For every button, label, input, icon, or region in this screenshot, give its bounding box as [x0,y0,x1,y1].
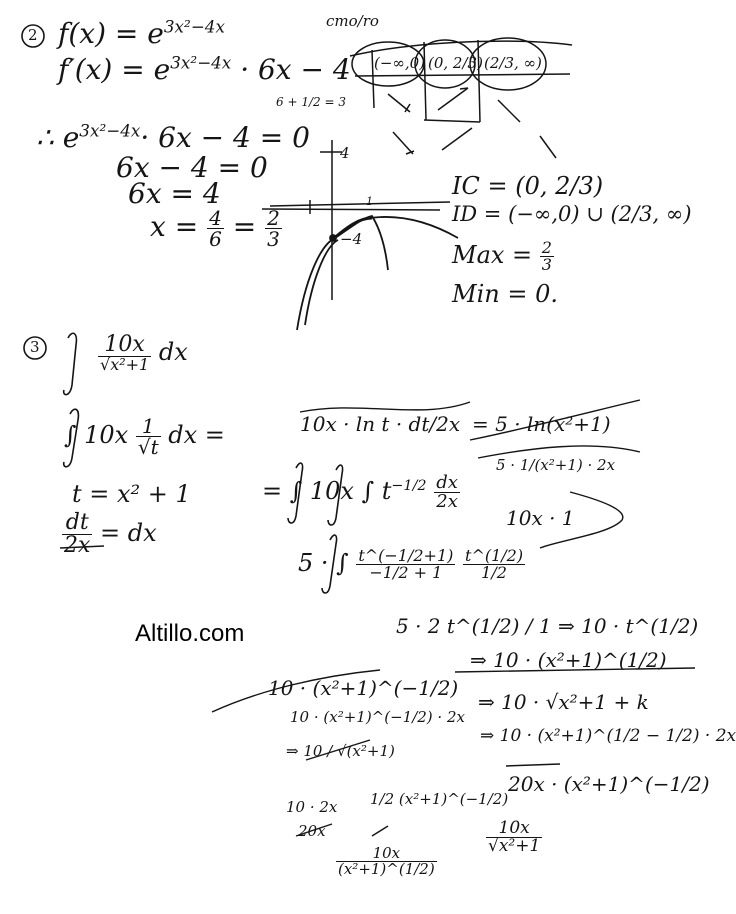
check-3: 10 · 2x [286,798,338,816]
integral-2 [64,416,225,457]
step-c-result: $\frac{t\^{}(1/2)}{1/2}$ [465,546,524,582]
note-top: cmo/ro [326,12,379,30]
graph-curve [297,216,458,330]
step-b [262,474,460,511]
fprime-exponent: 3x²−4x [170,52,232,73]
right-3-fraction: $\frac{10x}{\text{√x²+1}}$ [488,818,541,856]
max-fraction: $\frac{2}{3}$ [541,238,552,274]
step-b-exponent: −1/2 [391,478,427,494]
derivative [58,52,351,86]
integral-1-dx: dx [158,338,188,366]
check-1: 10 · (x²+1)^(−1/2) · 2x [290,708,465,726]
dt-rhs: = dx [100,519,157,547]
maximum [452,240,554,273]
therefore-lhs: ∴ e [36,121,80,154]
step-3-fraction: $\frac{4}{6}$ [209,206,222,251]
step-3-result: $\frac{2}{3}$ [267,206,280,251]
step-a: 10x · ln t · dt/2x [300,412,461,436]
step-2: 6x = 4 [128,177,221,210]
step-b-lhs: = ∫ 10x ∫ t [262,477,392,505]
integral-1-fraction: $\frac{10x}{\text{√x²+1}}$ [100,332,150,374]
check-5 [336,846,437,877]
check-2: ⇒ 10 / √(x²+1) [286,742,395,760]
right-1: ⇒ 10 · (x²+1)^(1/2 − 1/2) · 2x [480,726,736,746]
f-lhs: f(x) = e [58,17,164,50]
f-exponent: 3x²−4x [163,16,225,37]
step-b-crossed: 10x · 1 [506,506,575,530]
step-e1: ⇒ 10 · (x²+1)^(1/2) [470,648,667,672]
integral-2-fraction: $\frac{1}{√t}$ [137,414,159,459]
right-2: 20x · (x²+1)^(−1/2) [508,772,710,796]
watermark: Altillo.com [135,620,245,647]
step-c [298,548,525,581]
step-1: 6x − 4 = 0 [116,151,268,184]
graph-x-tick: 1 [366,195,373,208]
therefore-tail: · 6x − 4 = 0 [140,121,310,154]
substitution-t: t = x² + 1 [72,480,191,508]
step-3-lhs: x = [150,210,199,243]
step-c-lhs: 5 · ∫ [298,549,349,577]
dt-fraction: $\frac{dt}{2x}$ [64,510,91,558]
check-4: 20x [298,822,326,840]
check-title: 10 · (x²+1)^(−1/2) [268,676,459,700]
increasing-interval: IC = (0, 2/3) [452,172,604,200]
integral-1 [98,334,188,373]
fprime-tail: · 6x − 4 [240,53,351,86]
max-lhs: Max = [452,241,533,269]
fprime-lhs: f′(x) = e [58,53,171,86]
decreasing-interval: ID = (−∞,0) ∪ (2/3, ∞) [452,202,692,226]
problem-3-number: 3 [30,338,40,356]
interval-1: (−∞,0) [374,54,426,72]
therefore-exponent: 3x²−4x [79,120,141,141]
function-definition [58,16,225,50]
interval-3: (2/3, ∞) [484,54,542,72]
step-3-eq: = [232,210,257,243]
step-a-crossed: 5 · 1/(x²+1) · 2x [496,456,616,474]
interval-2: (0, 2/3) [428,54,483,72]
step-a-result: = 5 · ln(x²+1) [472,412,611,436]
step-e2: ⇒ 10 · √x²+1 + k [478,690,649,714]
step-b-fraction: $\frac{dx}{2x}$ [436,472,458,512]
right-3 [486,820,542,855]
substitution-dt [62,512,157,557]
graph-axes [262,140,450,300]
minimum: Min = 0. [452,280,558,308]
step-c-fraction: $\frac{t\^{}(-1/2+1)}{-1/2 + 1}$ [358,546,454,582]
check-5-fraction: $\frac{10x}{\text{(x²+1)\textasciicircum{}(1/2)}}$ [338,844,435,878]
step-3 [150,208,282,249]
side-note: 6 + 1/2 = 3 [276,95,346,109]
step-d: 5 · 2 t^(1/2) / 1 ⇒ 10 · t^(1/2) [396,614,699,638]
check-3b: 1/2 (x²+1)^(−1/2) [370,790,509,808]
integral-2-lhs: ∫ 10x [64,421,129,449]
integral-2-dx: dx = [168,421,225,449]
problem-2-number: 2 [28,26,38,44]
graph-y-top: 4 [340,144,350,162]
set-zero [36,120,310,154]
graph-y-bottom: −4 [340,230,363,248]
